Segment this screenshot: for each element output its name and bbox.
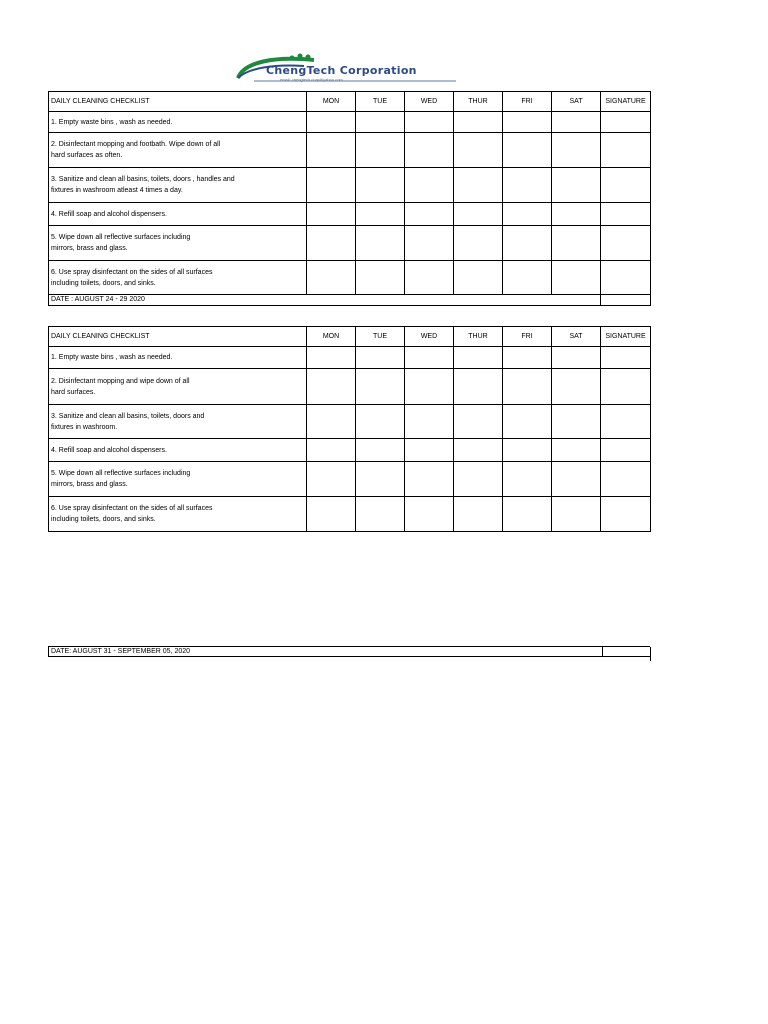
- check-cell[interactable]: [405, 462, 454, 497]
- check-cell[interactable]: [356, 226, 405, 261]
- check-cell[interactable]: [503, 497, 552, 532]
- check-cell[interactable]: [552, 347, 601, 369]
- table-row: [49, 439, 651, 462]
- check-cell[interactable]: [454, 439, 503, 462]
- check-cell[interactable]: [454, 347, 503, 369]
- signature-cell[interactable]: [601, 497, 651, 532]
- check-cell[interactable]: [552, 226, 601, 261]
- day-sat: SAT: [552, 92, 601, 112]
- check-cell[interactable]: [503, 462, 552, 497]
- week-date-bar: [48, 646, 650, 657]
- signature-cell[interactable]: [601, 226, 651, 261]
- check-cell[interactable]: [454, 462, 503, 497]
- check-cell[interactable]: [552, 133, 601, 168]
- check-cell[interactable]: [503, 112, 552, 133]
- day-tue: TUE: [356, 327, 405, 347]
- table-row: [49, 226, 651, 261]
- check-cell[interactable]: [307, 439, 356, 462]
- check-cell[interactable]: [405, 405, 454, 439]
- check-cell[interactable]: [454, 261, 503, 295]
- check-cell[interactable]: [454, 112, 503, 133]
- week-date: DATE: AUGUST 31 - SEPTEMBER 05, 2020: [51, 648, 191, 655]
- checklist-title: DAILY CLEANING CHECKLIST: [49, 327, 307, 347]
- check-cell[interactable]: [307, 347, 356, 369]
- check-cell[interactable]: [552, 439, 601, 462]
- signature-cell[interactable]: [601, 405, 651, 439]
- task-label: 2. Disinfectant mopping and footbath. Wipe down of all hard surfaces as often.: [49, 133, 307, 168]
- check-cell[interactable]: [356, 168, 405, 203]
- check-cell[interactable]: [503, 203, 552, 226]
- check-cell[interactable]: [454, 369, 503, 405]
- check-cell[interactable]: [405, 133, 454, 168]
- cleaning-checklist-2: [48, 326, 651, 532]
- check-cell[interactable]: [552, 369, 601, 405]
- check-cell[interactable]: [454, 405, 503, 439]
- date-signature-cell[interactable]: [601, 295, 651, 306]
- check-cell[interactable]: [503, 405, 552, 439]
- signature-cell[interactable]: [601, 168, 651, 203]
- check-cell[interactable]: [405, 497, 454, 532]
- company-email: email: chengtech.corp@yahoo.com: [280, 77, 343, 82]
- day-wed: WED: [405, 327, 454, 347]
- check-cell[interactable]: [356, 462, 405, 497]
- check-cell[interactable]: [356, 133, 405, 168]
- header-row: [49, 327, 651, 347]
- check-cell[interactable]: [405, 369, 454, 405]
- check-cell[interactable]: [356, 439, 405, 462]
- check-cell[interactable]: [552, 168, 601, 203]
- day-sat: SAT: [552, 327, 601, 347]
- check-cell[interactable]: [454, 497, 503, 532]
- check-cell[interactable]: [307, 497, 356, 532]
- header-row: [49, 92, 651, 112]
- task-label: 6. Use spray disinfectant on the sides of all surfaces including toilets, doors, and sinks.: [49, 261, 307, 295]
- check-cell[interactable]: [405, 439, 454, 462]
- signature-header: SIGNATURE: [601, 92, 651, 112]
- check-cell[interactable]: [454, 226, 503, 261]
- check-cell[interactable]: [454, 203, 503, 226]
- check-cell[interactable]: [307, 261, 356, 295]
- task-label: 2. Disinfectant mopping and wipe down of all hard surfaces.: [49, 369, 307, 405]
- table-row: [49, 203, 651, 226]
- day-fri: FRI: [503, 327, 552, 347]
- task-label: 6. Use spray disinfectant on the sides of all surfaces including toilets, doors, and sinks.: [49, 497, 307, 532]
- signature-cell[interactable]: [601, 133, 651, 168]
- signature-cell[interactable]: [601, 347, 651, 369]
- check-cell[interactable]: [405, 112, 454, 133]
- check-cell[interactable]: [552, 497, 601, 532]
- check-cell[interactable]: [503, 439, 552, 462]
- check-cell[interactable]: [307, 369, 356, 405]
- signature-cell[interactable]: [601, 369, 651, 405]
- table-row: [49, 347, 651, 369]
- week-date: DATE : AUGUST 24 - 29 2020: [49, 295, 601, 306]
- check-cell[interactable]: [552, 405, 601, 439]
- table-row: [49, 168, 651, 203]
- date-divider: [602, 647, 603, 657]
- check-cell[interactable]: [307, 133, 356, 168]
- task-label: 5. Wipe down all reflective surfaces including mirrors, brass and glass.: [49, 462, 307, 497]
- table-row: [49, 369, 651, 405]
- check-cell[interactable]: [356, 497, 405, 532]
- check-cell[interactable]: [552, 112, 601, 133]
- check-cell[interactable]: [503, 369, 552, 405]
- table-row: [49, 112, 651, 133]
- check-cell[interactable]: [405, 347, 454, 369]
- check-cell[interactable]: [356, 203, 405, 226]
- check-cell[interactable]: [503, 133, 552, 168]
- check-cell[interactable]: [307, 112, 356, 133]
- check-cell[interactable]: [307, 462, 356, 497]
- check-cell[interactable]: [307, 226, 356, 261]
- check-cell[interactable]: [503, 261, 552, 295]
- task-label: 1. Empty waste bins , wash as needed.: [49, 347, 307, 369]
- check-cell[interactable]: [405, 203, 454, 226]
- check-cell[interactable]: [356, 369, 405, 405]
- check-cell[interactable]: [356, 405, 405, 439]
- task-label: 3. Sanitize and clean all basins, toilets, doors , handles and fixtures in washroom atleast 4 times a day.: [49, 168, 307, 203]
- day-tue: TUE: [356, 92, 405, 112]
- day-fri: FRI: [503, 92, 552, 112]
- check-cell[interactable]: [503, 347, 552, 369]
- day-mon: MON: [307, 327, 356, 347]
- check-cell[interactable]: [503, 168, 552, 203]
- check-cell[interactable]: [356, 261, 405, 295]
- table-row: [49, 405, 651, 439]
- signature-header: SIGNATURE: [601, 327, 651, 347]
- check-cell[interactable]: [552, 462, 601, 497]
- day-wed: WED: [405, 92, 454, 112]
- check-cell[interactable]: [405, 168, 454, 203]
- company-logo: [234, 52, 458, 86]
- signature-cell[interactable]: [601, 462, 651, 497]
- check-cell[interactable]: [307, 405, 356, 439]
- table-row: [49, 497, 651, 532]
- check-cell[interactable]: [307, 168, 356, 203]
- check-cell[interactable]: [307, 203, 356, 226]
- signature-cell[interactable]: [601, 261, 651, 295]
- task-label: 1. Empty waste bins , wash as needed.: [49, 112, 307, 133]
- cleaning-checklist-1: [48, 91, 651, 306]
- check-cell[interactable]: [552, 261, 601, 295]
- date-end-line: [650, 647, 651, 661]
- signature-cell[interactable]: [601, 439, 651, 462]
- table-row: [49, 261, 651, 295]
- signature-cell[interactable]: [601, 203, 651, 226]
- check-cell[interactable]: [405, 226, 454, 261]
- table-row: [49, 462, 651, 497]
- table-row: [49, 133, 651, 168]
- check-cell[interactable]: [454, 168, 503, 203]
- task-label: 4. Refill soap and alcohol dispensers.: [49, 203, 307, 226]
- check-cell[interactable]: [356, 112, 405, 133]
- task-label: 5. Wipe down all reflective surfaces including mirrors, brass and glass.: [49, 226, 307, 261]
- task-label: 4. Refill soap and alcohol dispensers.: [49, 439, 307, 462]
- day-thur: THUR: [454, 327, 503, 347]
- check-cell[interactable]: [454, 133, 503, 168]
- task-label: 3. Sanitize and clean all basins, toilets, doors and fixtures in washroom.: [49, 405, 307, 439]
- signature-cell[interactable]: [601, 112, 651, 133]
- company-name: ChengTech Corporation: [266, 64, 417, 77]
- checklist-title: DAILY CLEANING CHECKLIST: [49, 92, 307, 112]
- date-row: [49, 295, 651, 306]
- check-cell[interactable]: [405, 261, 454, 295]
- check-cell[interactable]: [552, 203, 601, 226]
- check-cell[interactable]: [503, 226, 552, 261]
- day-mon: MON: [307, 92, 356, 112]
- check-cell[interactable]: [356, 347, 405, 369]
- day-thur: THUR: [454, 92, 503, 112]
